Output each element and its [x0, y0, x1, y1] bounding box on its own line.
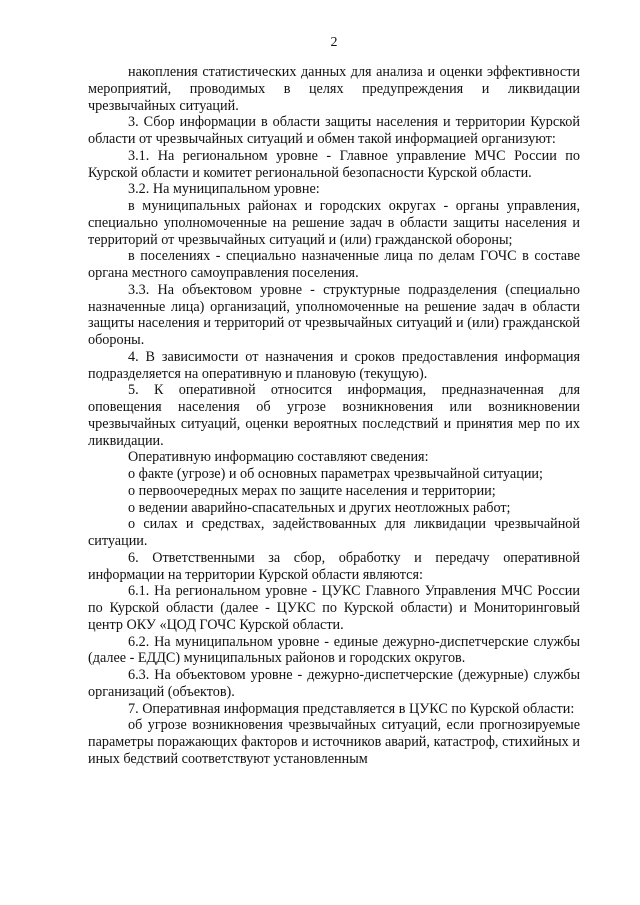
paragraph: об угрозе возникновения чрезвычайных ситуаций, если прогнозируемые параметры поражающих факторов и источников аварий, катастроф, стихийных и иных бедствий соответствуют установленным	[88, 717, 580, 767]
paragraph: Оперативную информацию составляют сведения:	[128, 449, 429, 466]
paragraph: 6. Ответственными за сбор, обработку и передачу оперативной информации на территории Курской области являются:	[88, 549, 580, 583]
paragraph: 6.1. На региональном уровне - ЦУКС Главного Управления МЧС России по Курской области (далее - ЦУКС по Курской области) и Мониторинговый центр ОКУ «ЦОД ГОЧС Курской области.	[88, 583, 580, 633]
paragraph: о силах и средствах, задействованных для ликвидации чрезвычайной ситуации.	[88, 516, 580, 549]
paragraph: 3.3. На объектовом уровне - структурные подразделения (специально назначенные лица) организаций, уполномоченные на решение задач в области защиты населения и территорий от чрезвычайных ситуаций и (или) гражданской обороны.	[88, 281, 580, 348]
paragraph: 3. Сбор информации в области защиты населения и территории Курской области от чрезвычайных ситуаций и обмен такой информацией организуют:	[88, 114, 580, 147]
paragraph: в поселениях - специально назначенные лица по делам ГОЧС в составе органа местного самоуправления поселения.	[88, 248, 580, 281]
page-number: 2	[330, 35, 338, 50]
document-body	[88, 64, 580, 768]
paragraph: 3.2. На муниципальном уровне:	[128, 181, 320, 198]
paragraph: о факте (угрозе) и об основных параметрах чрезвычайной ситуации;	[128, 466, 543, 482]
paragraph: 7. Оперативная информация представляется в ЦУКС по Курской области:	[128, 700, 575, 717]
paragraph: в муниципальных районах и городских округах - органы управления, специально уполномоченные на решение задач в области защиты населения и территорий от чрезвычайных ситуаций и (или) гражданской обороны;	[88, 198, 580, 248]
paragraph: 6.3. На объектовом уровне - дежурно-диспетчерские (дежурные) службы организаций (объектов).	[88, 667, 580, 700]
paragraph: о ведении аварийно-спасательных и других неотложных работ;	[128, 499, 511, 516]
paragraph: о первоочередных мерах по защите населения и территории;	[128, 482, 496, 499]
paragraph: 3.1. На региональном уровне - Главное управление МЧС России по Курской области и комитет региональной безопасности Курской области.	[88, 147, 580, 181]
paragraph: 6.2. На муниципальном уровне - единые дежурно-диспетчерские службы (далее - ЕДДС) муниципальных районов и городских округов.	[88, 633, 580, 667]
paragraph: накопления статистических данных для анализа и оценки эффективности мероприятий, проводимых в целях предупреждения и ликвидации чрезвычайных ситуаций.	[88, 64, 580, 114]
paragraph: 4. В зависимости от назначения и сроков предоставления информация подразделяется на оперативную и плановую (текущую).	[88, 348, 580, 382]
paragraph: 5. К оперативной относится информация, предназначенная для оповещения населения об угрозе возникновения или возникновении чрезвычайных ситуаций, оценки вероятных последствий и принятия мер по их ликвидации.	[88, 382, 580, 449]
